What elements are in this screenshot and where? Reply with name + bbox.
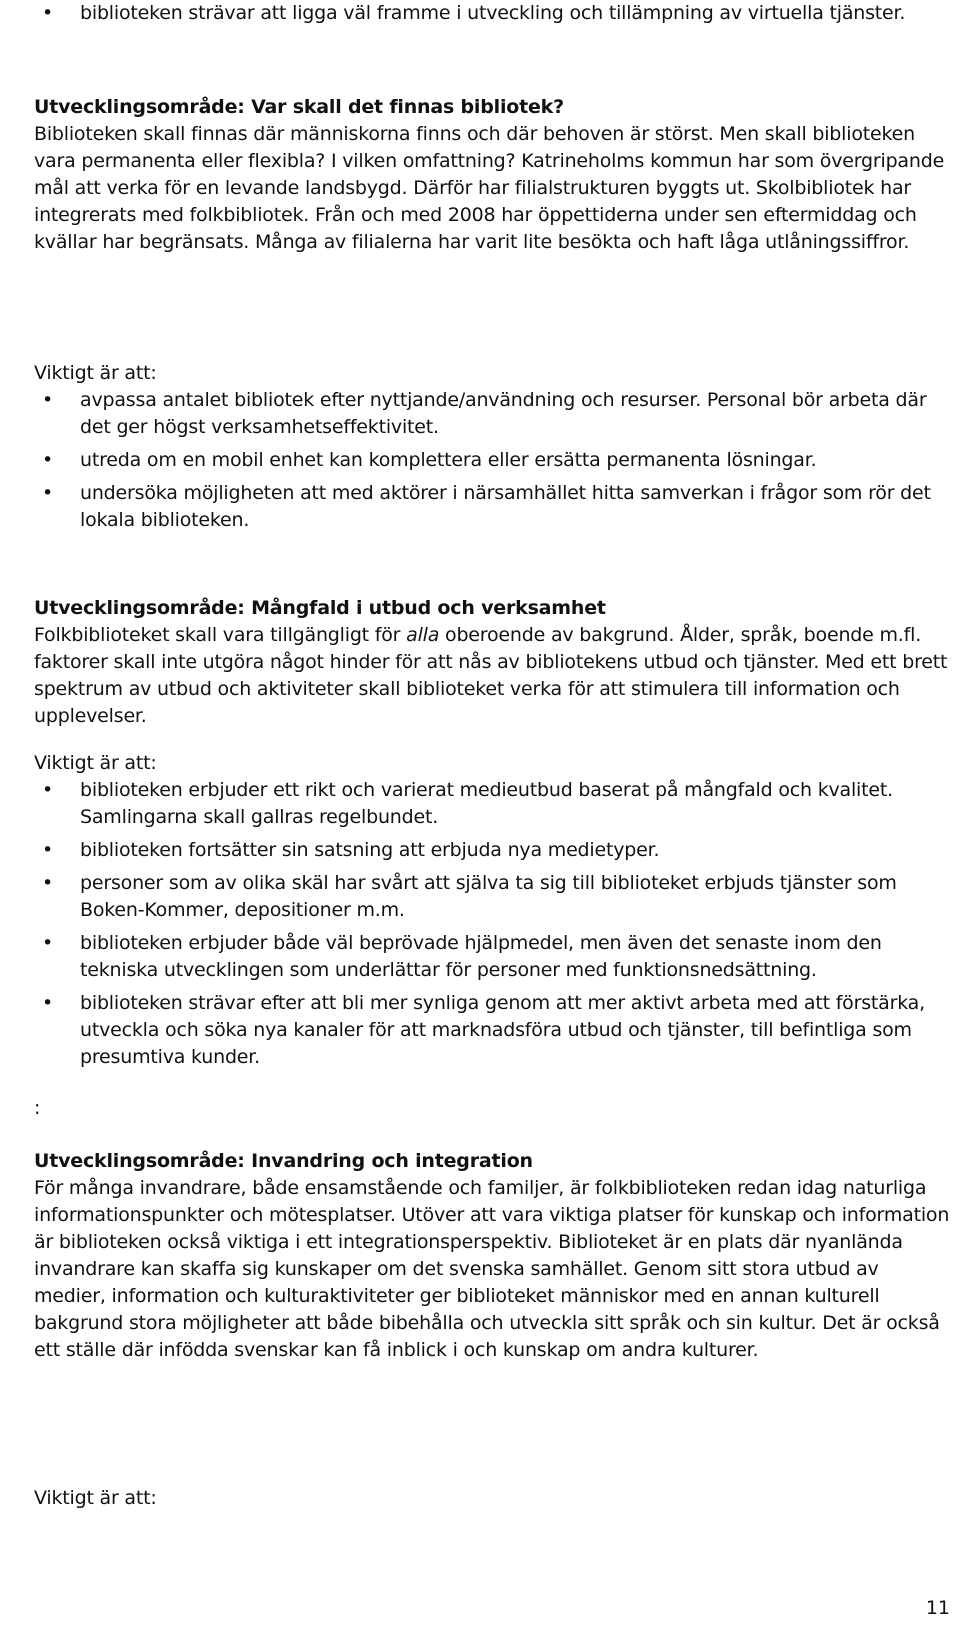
bullet-icon: • [42,779,54,801]
bullet-icon: • [42,839,54,861]
section-body: Biblioteken skall finnas där människorna finns och där behoven är störst. Men skall biblioteken vara permanenta eller flexibla? I vilken omfattning? Katrineholms kommun har som övergripande mål att verka för en levande landsbygd. Därför har filialstrukturen byggts ut. Skolbibliotek har integrerats med folkbibliotek. Från och med 2008 har öppettiderna under sen eftermiddag och kvällar har begränsats. Många av filialerna har varit lite besökta och haft låga utlåningssiffror. [34,123,945,253]
list-item: • biblioteken fortsätter sin satsning att erbjuda nya medietyper. [34,837,952,864]
bullet-icon: • [42,932,54,954]
list-item: • utreda om en mobil enhet kan komplettera eller ersätta permanenta lösningar. [34,447,952,474]
bullet-icon: • [42,872,54,894]
page-number: 11 [925,1597,950,1619]
list-item: • personer som av olika skäl har svårt att själva ta sig till biblioteket erbjuds tjänster som Boken-Kommer, depositioner m.m. [42,872,897,921]
list-item: • biblioteken erbjuder både väl beprövade hjälpmedel, men även det senaste inom den tekniska utvecklingen som underlättar för personer med funktionsnedsättning. [42,932,882,981]
important-label: Viktigt är att: [34,752,157,774]
important-label: Viktigt är att: [34,362,157,384]
section-heading: Utvecklingsområde: Var skall det finnas bibliotek? [34,96,564,118]
bullet-icon: • [42,2,54,24]
list-item: • biblioteken erbjuder ett rikt och varierat medieutbud baserat på mångfald och kvalitet. Samlingarna skall gallras regelbundet. [42,779,893,828]
list-item: • biblioteken strävar att ligga väl framme i utveckling och tillämpning av virtuella tjänster. [34,0,952,27]
list-item: • biblioteken strävar efter att bli mer synliga genom att mer aktivt arbeta med att förstärka, utveckla och söka nya kanaler för att marknadsföra utbud och tjänster, till befintliga som presumtiva kunder. [42,992,925,1068]
section-body: Folkbiblioteket skall vara tillgängligt för alla oberoende av bakgrund. Ålder, språk, boende m.fl. faktorer skall inte utgöra något hinder för att nås av bibliotekens utbud och tjänster. Med ett brett spektrum av utbud och aktiviteter skall biblioteket verka för att stimulera till information och upplevelser. [34,624,948,727]
list-item: • avpassa antalet bibliotek efter nyttjande/användning och resurser. Personal bör arbeta där det ger högst verksamhetseffektivitet. [42,389,927,438]
bullet-list [34,777,952,1077]
list-item: • undersöka möjligheten att med aktörer i närsamhället hitta samverkan i frågor som rör det lokala biblioteken. [42,482,931,531]
top-bullet-list [34,0,952,33]
bullet-icon: • [42,482,54,504]
section-heading: Utvecklingsområde: Mångfald i utbud och verksamhet [34,597,606,619]
bullet-icon: • [42,992,54,1014]
bullet-list [34,387,952,540]
bullet-icon: • [42,449,54,471]
important-label: Viktigt är att: [34,1487,157,1509]
section-body: För många invandrare, både ensamstående och familjer, är folkbiblioteken redan idag naturliga informationspunkter och mötesplatser. Utöver att vara viktiga platser för kunskap och information är biblioteken också viktiga i ett integrationsperspektiv. Biblioteket är en plats där nyanlända invandrare kan skaffa sig kunskaper om det svenska samhället. Genom sitt stora utbud av medier, information och kulturaktiviteter ger biblioteket människor med en annan kulturell bakgrund stora möjligheter att både bibehålla och utveckla sitt språk och sin kultur. Det är också ett ställe där infödda svenskar kan få inblick i och kunskap om andra kulturer. [34,1177,950,1361]
section-heading: Utvecklingsområde: Invandring och integration [34,1150,533,1172]
bullet-icon: • [42,389,54,411]
stray-colon: : [34,1097,41,1119]
